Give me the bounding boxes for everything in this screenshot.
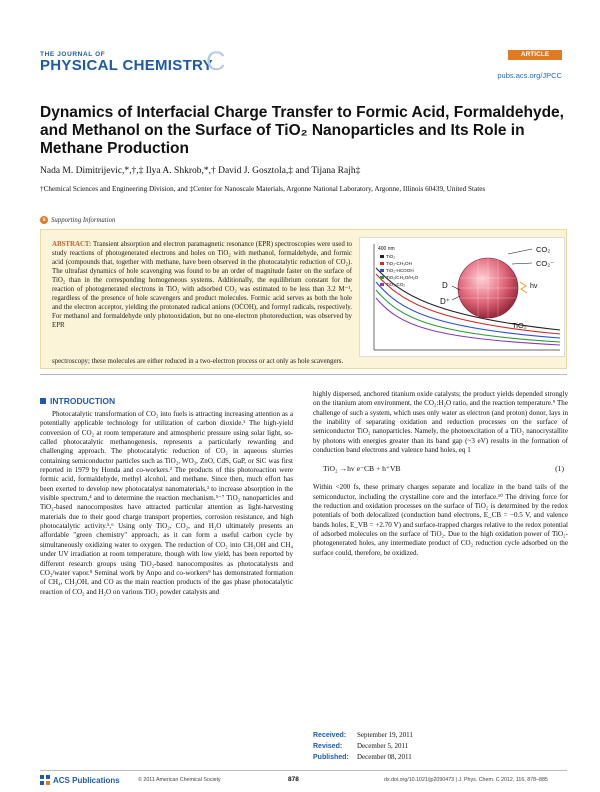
legend-swatch-4 (380, 276, 384, 279)
toc-graphic (359, 237, 565, 357)
equation-1 (313, 455, 568, 483)
donor-label: D (442, 281, 448, 290)
section-square-icon (40, 398, 46, 404)
article-dates (313, 730, 413, 763)
supporting-info-label: Supporting Information (51, 216, 116, 224)
legend-swatch-3 (380, 269, 384, 272)
legend-swatch-5 (380, 283, 384, 286)
left-column (40, 410, 293, 597)
article-title: Dynamics of Interfacial Charge Transfer to Formic Acid, Formaldehyde, and Methanol on the Surface of TiO₂ Nanoparticles and Its Role in Methane Production (40, 104, 564, 157)
published-date: Published: December 08, 2011 (313, 753, 412, 761)
abstract-body: Transient absorption and electron paramagnetic resonance (EPR) spectroscopies were used to study reactions of photogenerated electrons and holes on TiO₂ with methanol, formaldehyde, and formic acid (compounds that, together with methane, have been observed in the photocatalytic reduction of CO₂). The ultrafast dynamics of hole scavenging was found to be an order of magnitude faster on the surface of TiO₂ than in the corresponding homogeneous systems. Additionally, the equilibrium constant for the reaction of photogenerated electrons in TiO₂ with adsorbed CO₂ was estimated to be less than 3.2 M⁻¹, regardless of the presence of hole scavengers and product molecules. Formic acid serves as both the hole and the electron acceptor, yielding the protonated radical anions (OĊOH), and formyl radicals, respectively. For methanol and formaldehyde only photooxidation, but no one-electron photoreduction, was observed by EPR (52, 241, 352, 330)
doi-citation[interactable]: dx.doi.org/10.1021/jp2090473 | J. Phys. Chem. C 2012, 116, 878–885 (384, 777, 548, 783)
author-list: Nada M. Dimitrijevic,*,†,‡ Ilya A. Shkrob,*,† David J. Gosztola,‡ and Tijana Rajh‡ (40, 166, 361, 176)
abstract-text (52, 240, 352, 330)
legend-entry-4: TiO₂/CH₂O/H₂O (386, 275, 419, 280)
copyright: © 2011 American Chemical Society (138, 777, 221, 783)
journal-name: PHYSICAL CHEMISTRY (40, 57, 213, 74)
journal-top-line: THE JOURNAL OF (40, 51, 106, 58)
revised-date: Revised: December 5, 2011 (313, 742, 409, 750)
co2-anion-label: CO₂⁻ (536, 259, 555, 268)
legend-entry-1: TiO₂ (386, 254, 396, 259)
hv-label: hv (530, 283, 538, 290)
affiliation: †Chemical Sciences and Engineering Division, and ‡Center for Nanoscale Materials, Argonne National Laboratory, Argonne, Illinois 60439, United States (40, 185, 486, 193)
equation-number: (1) (555, 464, 564, 474)
toc-legend-title: 400 nm (378, 246, 395, 252)
abstract-divider (40, 374, 567, 375)
toc-legend (380, 254, 419, 287)
footer-divider (40, 770, 567, 771)
legend-entry-3: TiO₂-HCOOH (386, 268, 414, 273)
co2-label: CO₂ (536, 245, 551, 254)
legend-swatch-2 (380, 262, 384, 265)
journal-url[interactable]: pubs.acs.org/JPCC (497, 71, 562, 80)
supporting-information-link[interactable] (40, 216, 115, 224)
acs-publications-logo[interactable] (40, 775, 120, 785)
supporting-info-icon: s (40, 216, 48, 224)
section-heading-introduction: INTRODUCTION (40, 396, 115, 406)
abstract-box (40, 229, 567, 369)
legend-entry-2: TiO₂-CH₃OH (386, 261, 412, 266)
photon-arrow-icon (520, 282, 527, 293)
acs-logo-icon (40, 775, 50, 785)
intro-paragraph-1: Photocatalytic transformation of CO₂ into fuels is attracting increasing attention as a potentially applicable technology for utilization of carbon dioxide.¹ The high-yield conversion of CO₂ at room temperature and atmospheric pressure using solar light, so-called photocatalytic methanogenesis, represents a particularly rewarding and challenging approach. The photocatalytic reduction of CO₂ in aqueous slurries containing semiconductor particles such as TiO₂, WO₃, ZnO, CdS, GaP, or SiC was first reported in 1979 by Honda and co-workers.² The products of this photoreaction were formic acid, formaldehyde, methyl alcohol, and methane. Since then, much effort has been exerted to develop new photocatalyst nanomaterials,³ to increase absorption in the visible spectrum,⁴ and to determine the reaction mechanism.⁵⁻⁷ TiO₂ nanoparticles and TiO₂-based nanocomposites have attracted particular attention as light-harvesting materials due to their good charge transport properties, corrosion resistance, and high photocatalytic activity.⁵,⁶ Using only TiO₂, CO₂, and H₂O ultimately presents an affordable "green chemistry" approach, as it can form a useful carbon cycle by simultaneously oxidizing water to oxygen. The reduction of CO₂ into CH₃OH and CH₄ under UV irradiation at room temperature, though with low yield, has been reported by different research groups using TiO₂-based nanocomposites as photocatalysts and CO₂/water vapor.⁸ Seminal work by Anpo and co-workers⁹ has demonstrated formation of CH₄, CH₃OH, and CO as the main reaction products of the gas phase photocatalytic reaction of CO₂ and H₂O on various TiO₂ powder catalysts and (40, 410, 293, 596)
intro-paragraph-2: highly dispersed, anchored titanium oxide catalysts; the product yields depended strongly on the titanium atom environment, the CO₂:H₂O ratio, and the reaction temperature.⁹ The challenge of such a system, which uses only water as electron (and proton) donor, lays in the inability of separating oxidation and reduction processes on the surface of semiconductor TiO₂ nanoparticles. Namely, the photoexcitation of a TiO₂ nanocrystallite by photons with energies greater than its band gap (~3 eV) results in the formation of conduction band electrons and valence band holes, eq 1 (313, 390, 568, 455)
publisher-name: ACS Publications (53, 775, 120, 785)
legend-swatch-1 (380, 255, 384, 258)
legend-entry-5: TiO₂-CO₂ (386, 282, 406, 287)
received-date: Received: September 19, 2011 (313, 731, 413, 739)
page-number: 878 (288, 776, 299, 783)
equation-body: TiO₂ →hv e⁻CB + h⁺VB (323, 464, 401, 474)
tio2-label: TiO₂ (512, 321, 527, 330)
abstract-tail: spectroscopy; these molecules are either reduced in a two-electron process or act only as hole scavengers. (52, 358, 344, 365)
right-column (313, 390, 568, 558)
intro-paragraph-3: Within <200 fs, these primary charges separate and localize in the band tails of the semiconductor, including the crystalline core and the interface.¹⁰ The driving force for the reduction and oxidation processes on the surface of TiO₂ is determined by the redox potentials of both delocalized (conduction band electrons, E_CB = −0.5 V, and valence bands holes, E_VB = +2.70 V) and surface-trapped charges relative to the redox potential of adsorbed molecules on the surface of TiO₂. Due to the high oxidation power of TiO₂-photogenerated holes, any intermediate product of CO₂ reduction cycle adsorbed on the surface could, therefore, be oxidized. (313, 483, 568, 557)
journal-section-letter: C (206, 46, 226, 76)
abstract-label: ABSTRACT: (52, 241, 92, 248)
article-type-badge: ARTICLE (508, 50, 562, 60)
donor-plus-label: D⁺ (440, 297, 450, 306)
toc-figure (360, 238, 564, 356)
